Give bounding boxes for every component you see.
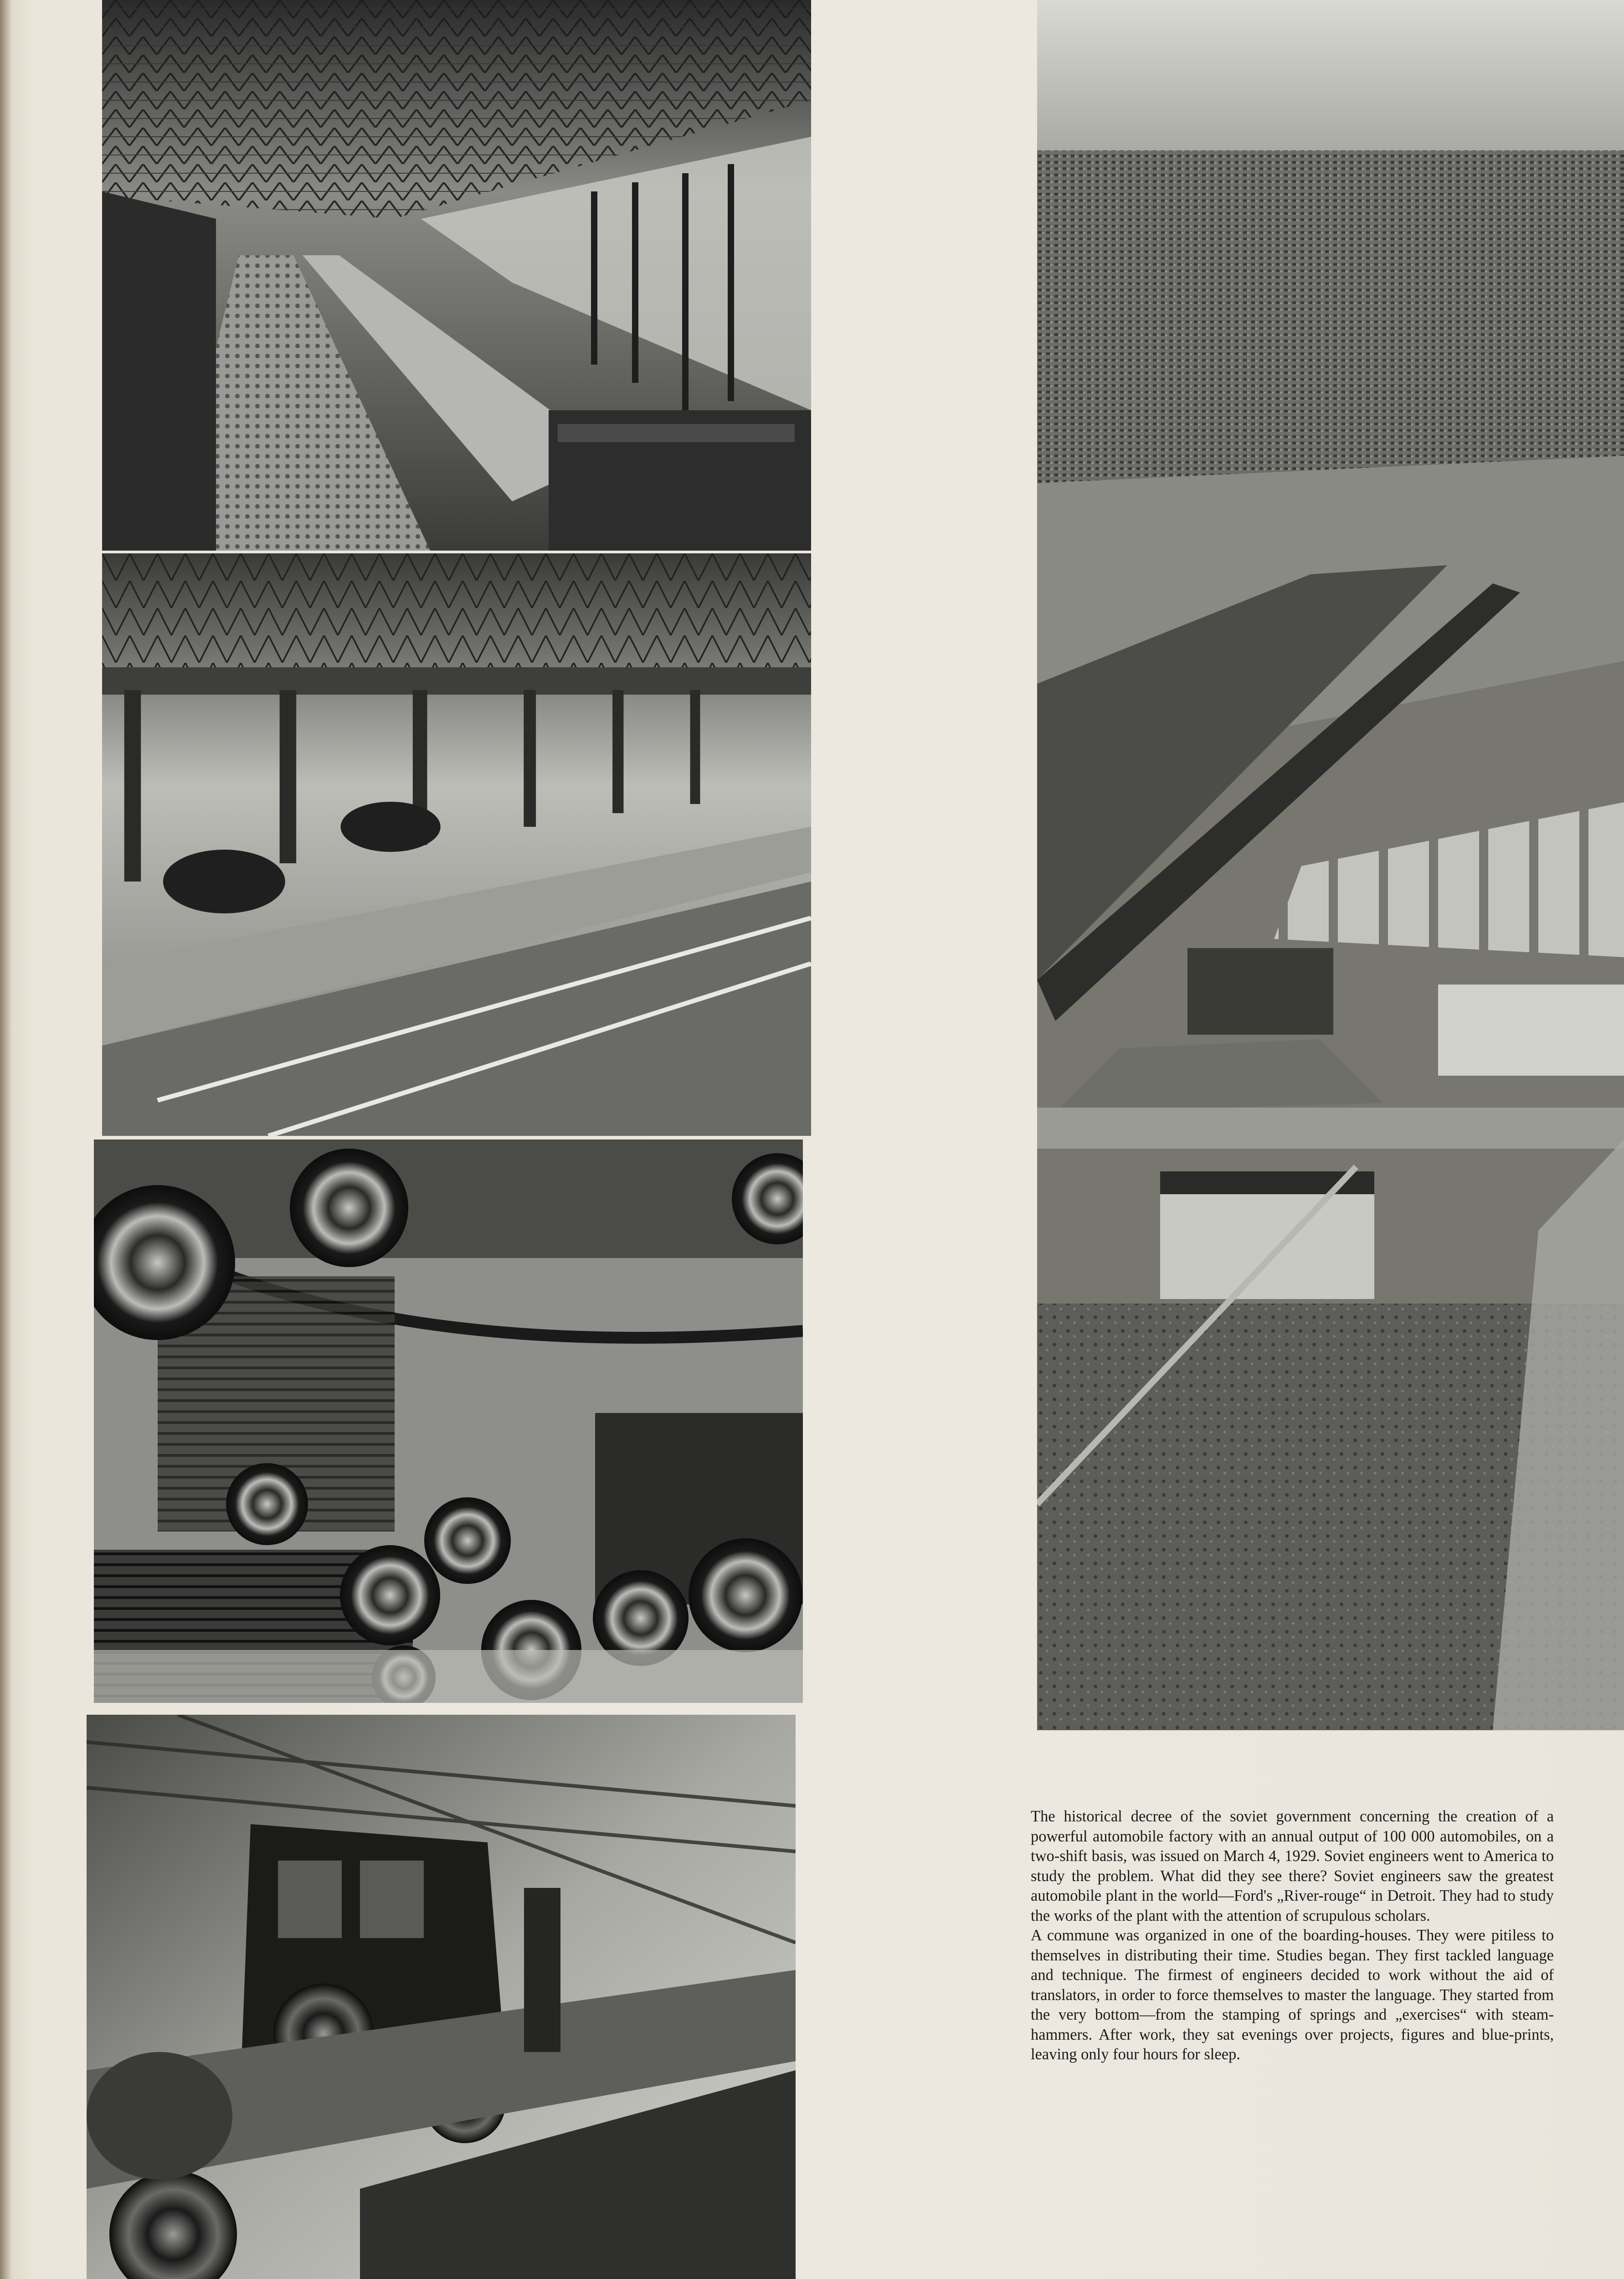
caption-paragraph-1: The historical decree of the soviet government concerning the creation of a powerful automobile factory with an annual output of 100 000 automobiles, on a two-shift basis, was issued on March 4, 1929. Soviet engineers went to America to study the problem. What did they see there? Soviet engineers saw the greatest automobile plant in the world—Ford's „River-rouge“ in Detroit. They had to study the works of the plant with the attention of scrupulous scholars. [1031,1808,1554,1924]
caption-paragraph-2: A commune was organized in one of the boarding-houses. They were pitiless to themselves in distributing their time. Studies began. They first tackled language and technique. The firmest of engineers decided to work without the aid of translators, in order to force themselves to master the language. They started from the very bottom—from the stamping of springs and „exercises“ with steam-hammers. After work, they sat evenings over projects, figures and blue-prints, leaving only four hours for sleep. [1031,1927,1554,2063]
binding-edge [0,0,12,2279]
photo-tire-conveyor [94,1140,803,1703]
photo-machine-shop-floor [102,553,811,1136]
photo-car-assembly-line [87,1715,796,2279]
photo-factory-hall-conveyor [102,0,811,551]
caption-text-block [1031,1807,1554,2065]
photo-aerial-plant-view [1037,0,1624,1730]
